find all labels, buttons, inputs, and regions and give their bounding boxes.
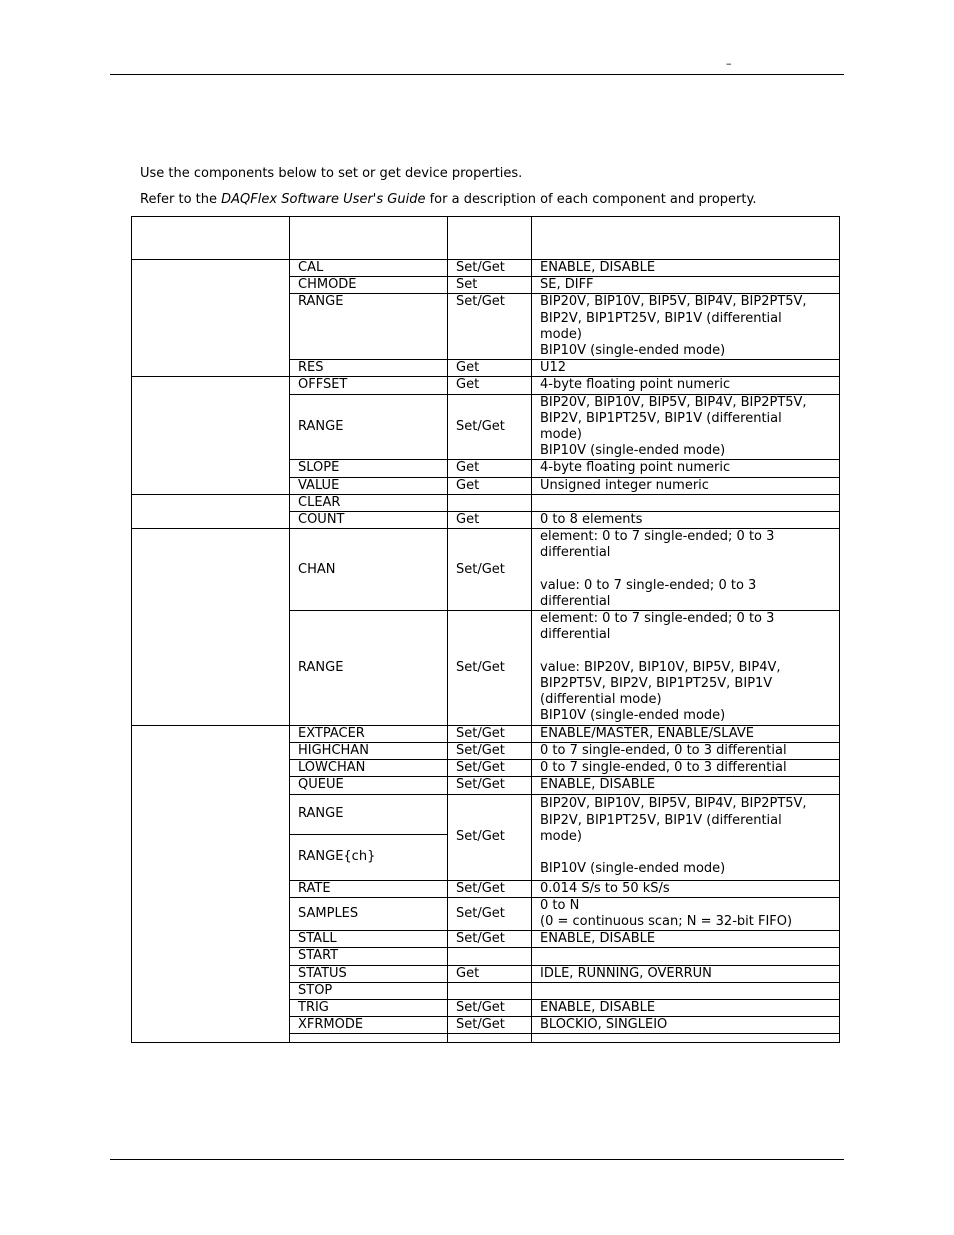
access-cell: Set/Get <box>448 260 532 277</box>
values-cell: 0 to 7 single-ended, 0 to 3 differential <box>532 760 840 777</box>
property-cell: STALL <box>290 931 448 948</box>
property-cell: COUNT <box>290 512 448 529</box>
access-cell <box>448 982 532 999</box>
property-cell: RANGE <box>290 611 448 725</box>
access-cell: Set/Get <box>448 897 532 930</box>
property-cell: TRIG <box>290 999 448 1016</box>
header-cell-values <box>532 217 840 260</box>
access-cell: Set/Get <box>448 794 532 880</box>
header-mark: – <box>726 57 732 70</box>
property-cell: OFFSET <box>290 377 448 394</box>
property-cell: RES <box>290 360 448 377</box>
values-cell <box>532 948 840 965</box>
property-cell: VALUE <box>290 477 448 494</box>
values-cell: BIP20V, BIP10V, BIP5V, BIP4V, BIP2PT5V, BIP2V, BIP1PT25V, BIP1V (differential mode) BIP10V (single-ended mode) <box>532 394 840 460</box>
values-cell: 0.014 S/s to 50 kS/s <box>532 880 840 897</box>
property-cell: CAL <box>290 260 448 277</box>
access-cell: Set/Get <box>448 999 532 1016</box>
values-cell: BIP20V, BIP10V, BIP5V, BIP4V, BIP2PT5V, BIP2V, BIP1PT25V, BIP1V (differential mode) BIP10V (single-ended mode) <box>532 794 840 880</box>
property-cell: EXTPACER <box>290 725 448 742</box>
access-cell: Get <box>448 460 532 477</box>
property-cell: SAMPLES <box>290 897 448 930</box>
properties-table <box>131 216 840 1043</box>
property-cell: QUEUE <box>290 777 448 794</box>
access-cell: Get <box>448 360 532 377</box>
access-cell: Set/Get <box>448 529 532 611</box>
access-cell: Set/Get <box>448 611 532 725</box>
values-cell: 0 to 7 single-ended, 0 to 3 differential <box>532 742 840 759</box>
access-cell: Set/Get <box>448 880 532 897</box>
property-cell <box>290 1034 448 1043</box>
values-cell: 0 to 8 elements <box>532 512 840 529</box>
access-cell <box>448 494 532 511</box>
header-cell-access <box>448 217 532 260</box>
values-cell: U12 <box>532 360 840 377</box>
values-cell <box>532 1034 840 1043</box>
values-cell: SE, DIFF <box>532 277 840 294</box>
access-cell: Get <box>448 377 532 394</box>
intro-line-2 <box>140 192 756 208</box>
intro-line-1: Use the components below to set or get device properties. <box>140 166 523 181</box>
table-row <box>132 725 840 742</box>
intro-suffix: for a description of each component and property. <box>425 192 757 207</box>
property-cell: SLOPE <box>290 460 448 477</box>
component-cell <box>132 377 290 494</box>
values-cell: 4-byte floating point numeric <box>532 460 840 477</box>
access-cell: Set/Get <box>448 725 532 742</box>
access-cell: Set <box>448 277 532 294</box>
property-cell: RANGE <box>290 294 448 360</box>
header-rule <box>110 74 844 75</box>
property-cell: RATE <box>290 880 448 897</box>
property-cell: START <box>290 948 448 965</box>
access-cell: Get <box>448 477 532 494</box>
access-cell: Set/Get <box>448 1017 532 1034</box>
footer-rule <box>110 1159 844 1160</box>
property-cell: RANGE{ch} <box>290 834 448 880</box>
values-cell: Unsigned integer numeric <box>532 477 840 494</box>
values-cell: element: 0 to 7 single-ended; 0 to 3 differential value: BIP20V, BIP10V, BIP5V, BIP4V, BIP2PT5V, BIP2V, BIP1PT25V, BIP1V (differential mode) BIP10V (single-ended mode) <box>532 611 840 725</box>
values-cell: ENABLE, DISABLE <box>532 931 840 948</box>
values-cell <box>532 494 840 511</box>
access-cell: Set/Get <box>448 394 532 460</box>
property-cell: STOP <box>290 982 448 999</box>
property-cell: RANGE <box>290 394 448 460</box>
header-cell-property <box>290 217 448 260</box>
property-cell: HIGHCHAN <box>290 742 448 759</box>
access-cell: Set/Get <box>448 742 532 759</box>
values-cell: element: 0 to 7 single-ended; 0 to 3 differential value: 0 to 7 single-ended; 0 to 3 differential <box>532 529 840 611</box>
values-cell: ENABLE, DISABLE <box>532 999 840 1016</box>
component-cell <box>132 260 290 377</box>
access-cell <box>448 1034 532 1043</box>
table-row <box>132 494 840 511</box>
table-row <box>132 529 840 611</box>
property-cell: CHMODE <box>290 277 448 294</box>
component-cell <box>132 529 290 725</box>
access-cell: Set/Get <box>448 760 532 777</box>
values-cell: ENABLE, DISABLE <box>532 777 840 794</box>
values-cell: ENABLE/MASTER, ENABLE/SLAVE <box>532 725 840 742</box>
values-cell: BIP20V, BIP10V, BIP5V, BIP4V, BIP2PT5V, BIP2V, BIP1PT25V, BIP1V (differential mode) BIP10V (single-ended mode) <box>532 294 840 360</box>
values-cell: 4-byte floating point numeric <box>532 377 840 394</box>
property-cell: CLEAR <box>290 494 448 511</box>
table-row <box>132 260 840 277</box>
access-cell: Get <box>448 965 532 982</box>
values-cell: ENABLE, DISABLE <box>532 260 840 277</box>
values-cell: IDLE, RUNNING, OVERRUN <box>532 965 840 982</box>
access-cell: Set/Get <box>448 777 532 794</box>
values-cell: BLOCKIO, SINGLEIO <box>532 1017 840 1034</box>
property-cell: STATUS <box>290 965 448 982</box>
component-cell <box>132 725 290 1043</box>
property-cell: RANGE <box>290 794 448 834</box>
access-cell <box>448 948 532 965</box>
values-cell: 0 to N (0 = continuous scan; N = 32-bit FIFO) <box>532 897 840 930</box>
access-cell: Set/Get <box>448 294 532 360</box>
header-cell-component <box>132 217 290 260</box>
access-cell: Get <box>448 512 532 529</box>
table-header-row <box>132 217 840 260</box>
property-cell: XFRMODE <box>290 1017 448 1034</box>
intro-prefix: Refer to the <box>140 192 222 207</box>
values-cell <box>532 982 840 999</box>
property-cell: CHAN <box>290 529 448 611</box>
property-cell: LOWCHAN <box>290 760 448 777</box>
guide-title: DAQFlex Software User's Guide <box>221 192 426 207</box>
component-cell <box>132 494 290 528</box>
access-cell: Set/Get <box>448 931 532 948</box>
table-row <box>132 377 840 394</box>
